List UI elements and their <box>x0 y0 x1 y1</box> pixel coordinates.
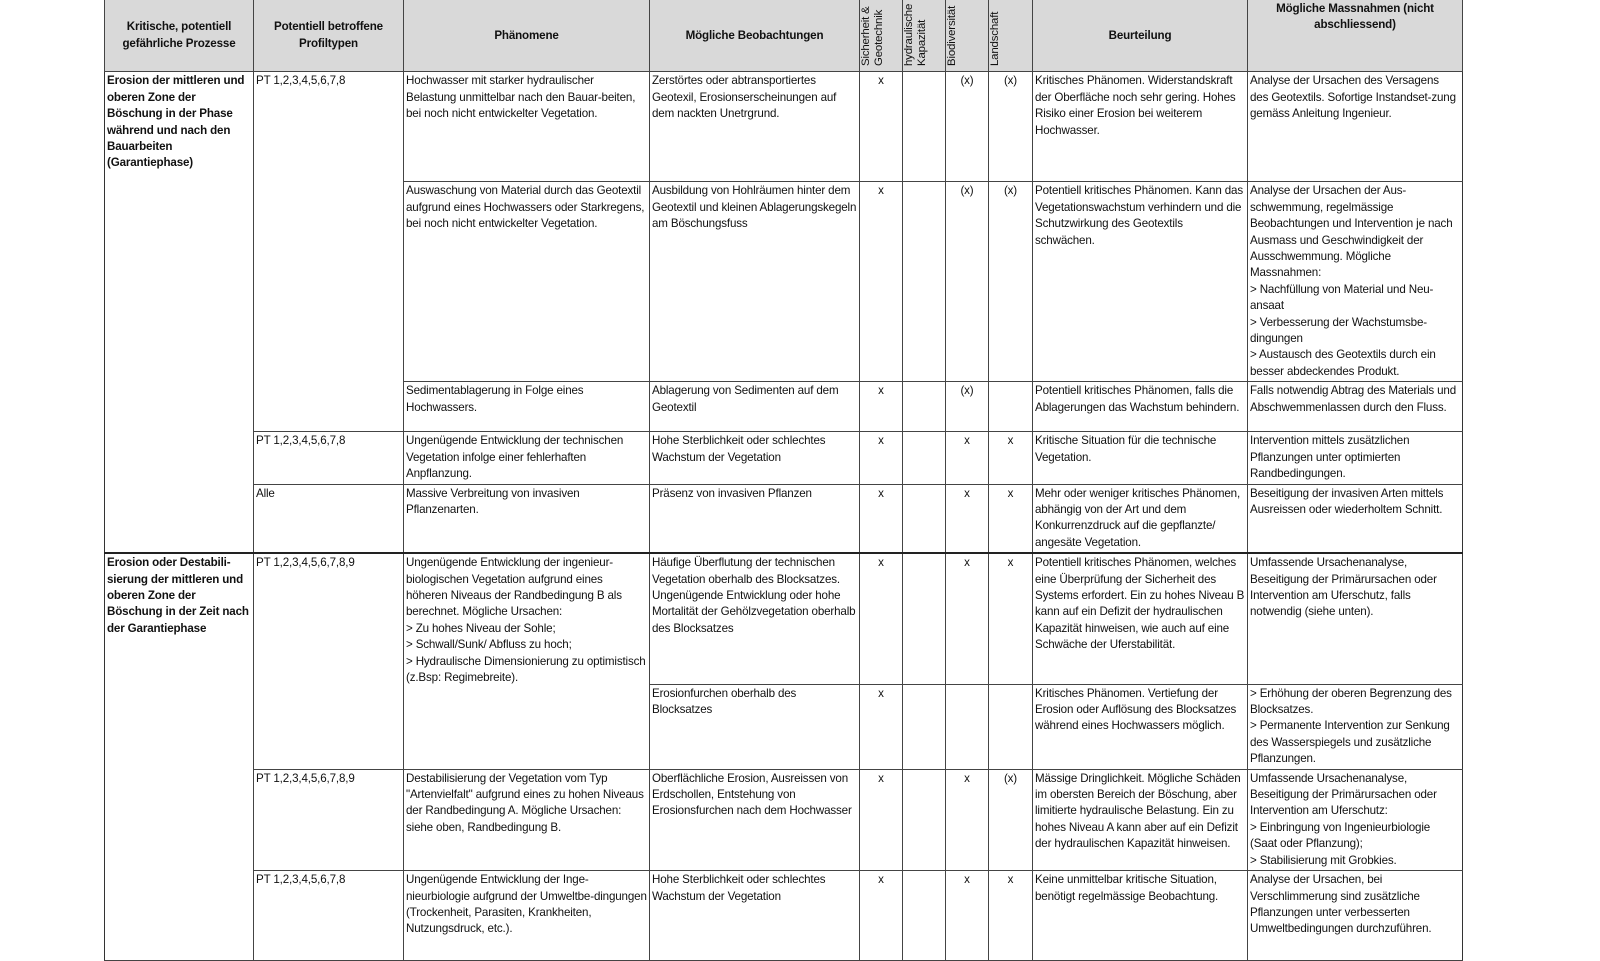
header-biodiversity-label: Biodiversität <box>946 5 958 66</box>
assessment-cell: Potentiell kritisches Phänomen. Kann das Vegetationswachstum verhindern und die Schutzwirkung des Geotextils schwächen. <box>1033 182 1248 382</box>
assessment-cell: Kritisches Phänomen. Widerstandskraft der Oberfläche noch sehr gering. Hohes Risiko einer Erosion bei weiterem Hochwasser. <box>1033 72 1248 182</box>
header-safety <box>860 0 903 72</box>
assessment-cell: Potentiell kritisches Phänomen, welches eine Überprüfung der Sicherheit des Systems erfordert. Ein zu hohes Niveau B kann auf ein Defizit der hydraulischen Kapazität hinweisen, wie auch auf eine Schwäche der Uferstabilität. <box>1033 553 1248 684</box>
assessment-cell: Mehr oder weniger kritisches Phänomen, abhängig von der Art und dem Konkurrenzdruck auf die gepflanzte/ angesäte Vegetation. <box>1033 484 1248 553</box>
biodiversity-mark: (x) <box>946 382 989 432</box>
biodiversity-mark: x <box>946 484 989 553</box>
hydraulic-mark <box>903 72 946 182</box>
measures-cell: Analyse der Ursachen des Versagens des Geotextils. Sofortige Instandset-zung gemäss Anleitung Ingenieur. <box>1248 72 1463 182</box>
profile-types-cell: Alle <box>254 484 404 553</box>
measures-cell: > Erhöhung der oberen Begrenzung des Blocksatzes. > Permanente Intervention zur Senkung des Wasserspiegels und zusätzliche Pflanzungen. <box>1248 684 1463 769</box>
observation-cell: Ablagerung von Sedimenten auf dem Geotextil <box>650 382 860 432</box>
observation-cell: Häufige Überflutung der technischen Vegetation oberhalb des Blocksatzes. Ungenügende Entwicklung oder hohe Mortalität der Gehölzvegetation oberhalb des Blocksatzes <box>650 553 860 684</box>
process-cell: Erosion der mittleren und oberen Zone der Böschung in der Phase während und nach den Bauarbeiten (Garantiephase) <box>105 72 254 553</box>
hydraulic-mark <box>903 182 946 382</box>
safety-mark: x <box>860 553 903 684</box>
safety-mark: x <box>860 182 903 382</box>
assessment-cell: Kritische Situation für die technische Vegetation. <box>1033 432 1248 484</box>
phenomenon-cell: Destabilisierung der Vegetation vom Typ "Artenvielfalt" aufgrund eines zu hohen Niveaus der Randbedingung A. Mögliche Ursachen: siehe oben, Randbedingung B. <box>404 769 650 870</box>
landscape-mark <box>989 684 1033 769</box>
header-measures: Mögliche Massnahmen (nicht abschliessend) <box>1248 0 1463 72</box>
hydraulic-mark <box>903 769 946 870</box>
biodiversity-mark: (x) <box>946 182 989 382</box>
safety-mark: x <box>860 72 903 182</box>
profile-types-cell: PT 1,2,3,4,5,6,7,8 <box>254 72 404 432</box>
assessment-table <box>104 0 1463 961</box>
phenomenon-cell: Ungenügende Entwicklung der Inge-nieurbiologie aufgrund der Umweltbe-dingungen (Trockenheit, Parasiten, Krankheiten, Nutzungsdruck, etc.). <box>404 871 650 961</box>
landscape-mark: (x) <box>989 182 1033 382</box>
profile-types-cell: PT 1,2,3,4,5,6,7,8 <box>254 871 404 961</box>
header-landscape <box>989 0 1033 72</box>
biodiversity-mark: x <box>946 432 989 484</box>
assessment-cell: Kritisches Phänomen. Vertiefung der Erosion oder Auflösung des Blocksatzes während eines Hochwassers möglich. <box>1033 684 1248 769</box>
process-cell: Erosion oder Destabili-sierung der mittleren und oberen Zone der Böschung in der Zeit nach der Garantiephase <box>105 553 254 960</box>
hydraulic-mark <box>903 432 946 484</box>
header-profiles: Potentiell betroffene Profiltypen <box>254 0 404 72</box>
phenomenon-cell: Sedimentablagerung in Folge eines Hochwassers. <box>404 382 650 432</box>
phenomenon-cell: Auswaschung von Material durch das Geotextil aufgrund eines Hochwassers oder Starkregens, bei noch nicht entwickelter Vegetation. <box>404 182 650 382</box>
biodiversity-mark: x <box>946 769 989 870</box>
landscape-mark: (x) <box>989 769 1033 870</box>
observation-cell: Erosionfurchen oberhalb des Blocksatzes <box>650 684 860 769</box>
header-row <box>105 0 1463 72</box>
table-row <box>105 72 1463 182</box>
observation-cell: Ausbildung von Hohlräumen hinter dem Geotextil und kleinen Ablagerungskegeln am Böschungsfuss <box>650 182 860 382</box>
observation-cell: Hohe Sterblichkeit oder schlechtes Wachstum der Vegetation <box>650 871 860 961</box>
landscape-mark: x <box>989 484 1033 553</box>
header-biodiversity <box>946 0 989 72</box>
assessment-cell: Keine unmittelbar kritische Situation, benötigt regelmässige Beobachtung. <box>1033 871 1248 961</box>
table-row <box>105 871 1463 961</box>
header-observations: Mögliche Beobachtungen <box>650 0 860 72</box>
header-hydraulic <box>903 0 946 72</box>
hydraulic-mark <box>903 684 946 769</box>
table-row <box>105 553 1463 684</box>
phenomenon-cell: Hochwasser mit starker hydraulischer Belastung unmittelbar nach den Bauar-beiten, bei noch nicht entwickelter Vegetation. <box>404 72 650 182</box>
safety-mark: x <box>860 432 903 484</box>
profile-types-cell: PT 1,2,3,4,5,6,7,8 <box>254 432 404 484</box>
observation-cell: Präsenz von invasiven Pflanzen <box>650 484 860 553</box>
header-safety-label: Sicherheit & Geotechnik <box>860 6 885 66</box>
measures-cell: Falls notwendig Abtrag des Materials und Abschwemmenlassen durch den Fluss. <box>1248 382 1463 432</box>
landscape-mark: x <box>989 871 1033 961</box>
profile-types-cell: PT 1,2,3,4,5,6,7,8,9 <box>254 553 404 769</box>
biodiversity-mark: (x) <box>946 72 989 182</box>
header-assessment: Beurteilung <box>1033 0 1248 72</box>
hydraulic-mark <box>903 382 946 432</box>
landscape-mark: (x) <box>989 72 1033 182</box>
hydraulic-mark <box>903 484 946 553</box>
hydraulic-mark <box>903 871 946 961</box>
landscape-mark: x <box>989 432 1033 484</box>
safety-mark: x <box>860 684 903 769</box>
biodiversity-mark <box>946 684 989 769</box>
observation-cell: Hohe Sterblichkeit oder schlechtes Wachstum der Vegetation <box>650 432 860 484</box>
observation-cell: Oberflächliche Erosion, Ausreissen von Erdschollen, Entstehung von Erosionsfurchen nach dem Hochwasser <box>650 769 860 870</box>
table-body <box>105 72 1463 961</box>
biodiversity-mark: x <box>946 553 989 684</box>
measures-cell: Umfassende Ursachenanalyse, Beseitigung der Primärursachen oder Intervention am Uferschutz, falls notwendig (siehe unten). <box>1248 553 1463 684</box>
phenomenon-cell: Ungenügende Entwicklung der technischen Vegetation infolge einer fehlerhaften Anpflanzung. <box>404 432 650 484</box>
assessment-cell: Potentiell kritisches Phänomen, falls die Ablagerungen das Wachstum behindern. <box>1033 382 1248 432</box>
phenomenon-cell: Ungenügende Entwicklung der ingenieur-biologischen Vegetation aufgrund eines höheren Niveaus der Randbedingung B als berechnet. Mögliche Ursachen: > Zu hohes Niveau der Sohle; > Schwall/Sunk/ Abfluss zu hoch; > Hydraulische Dimensionierung zu optimistisch (z.Bsp: Regimebreite). <box>404 553 650 769</box>
table-row <box>105 769 1463 870</box>
table-row <box>105 432 1463 484</box>
observation-cell: Zerstörtes oder abtransportiertes Geotexil, Erosionserscheinungen auf dem nackten Unetrgrund. <box>650 72 860 182</box>
header-phenomena: Phänomene <box>404 0 650 72</box>
table-row <box>105 484 1463 553</box>
assessment-cell: Mässige Dringlichkeit. Mögliche Schäden im obersten Bereich der Böschung, aber limitierte hydraulische Belastung. Ein zu hohes Niveau A kann aber auf ein Defizit der hydraulischen Kapazität hinweisen. <box>1033 769 1248 870</box>
safety-mark: x <box>860 484 903 553</box>
measures-cell: Analyse der Ursachen, bei Verschlimmerung sind zusätzliche Pflanzungen unter verbesserten Umweltbedingungen durchzuführen. <box>1248 871 1463 961</box>
landscape-mark: x <box>989 553 1033 684</box>
measures-cell: Intervention mittels zusätzlichen Pflanzungen unter optimierten Randbedingungen. <box>1248 432 1463 484</box>
measures-cell: Analyse der Ursachen der Aus-schwemmung, regelmässige Beobachtungen und Intervention je nach Ausmass und Geschwindigkeit der Ausschwemmung. Mögliche Massnahmen: > Nachfüllung von Material und Neu-ansaat > Verbesserung der Wachstumsbe-dingungen > Austausch des Geotextils durch ein besser abdeckendes Produkt. <box>1248 182 1463 382</box>
safety-mark: x <box>860 871 903 961</box>
safety-mark: x <box>860 382 903 432</box>
header-hydraulic-label: hydraulische Kapazität <box>903 3 928 66</box>
measures-cell: Umfassende Ursachenanalyse, Beseitigung der Primärursachen oder Intervention am Uferschutz: > Einbringung von Ingenieurbiologie (Saat oder Pflanzung); > Stabilisierung mit Grobkies. <box>1248 769 1463 870</box>
header-process: Kritische, potentiell gefährliche Prozesse <box>105 0 254 72</box>
hydraulic-mark <box>903 553 946 684</box>
phenomenon-cell: Massive Verbreitung von invasiven Pflanzenarten. <box>404 484 650 553</box>
safety-mark: x <box>860 769 903 870</box>
measures-cell: Beseitigung der invasiven Arten mittels Ausreissen oder wiederholtem Schnitt. <box>1248 484 1463 553</box>
profile-types-cell: PT 1,2,3,4,5,6,7,8,9 <box>254 769 404 870</box>
header-landscape-label: Landschaft <box>989 11 1001 66</box>
landscape-mark <box>989 382 1033 432</box>
biodiversity-mark: x <box>946 871 989 961</box>
